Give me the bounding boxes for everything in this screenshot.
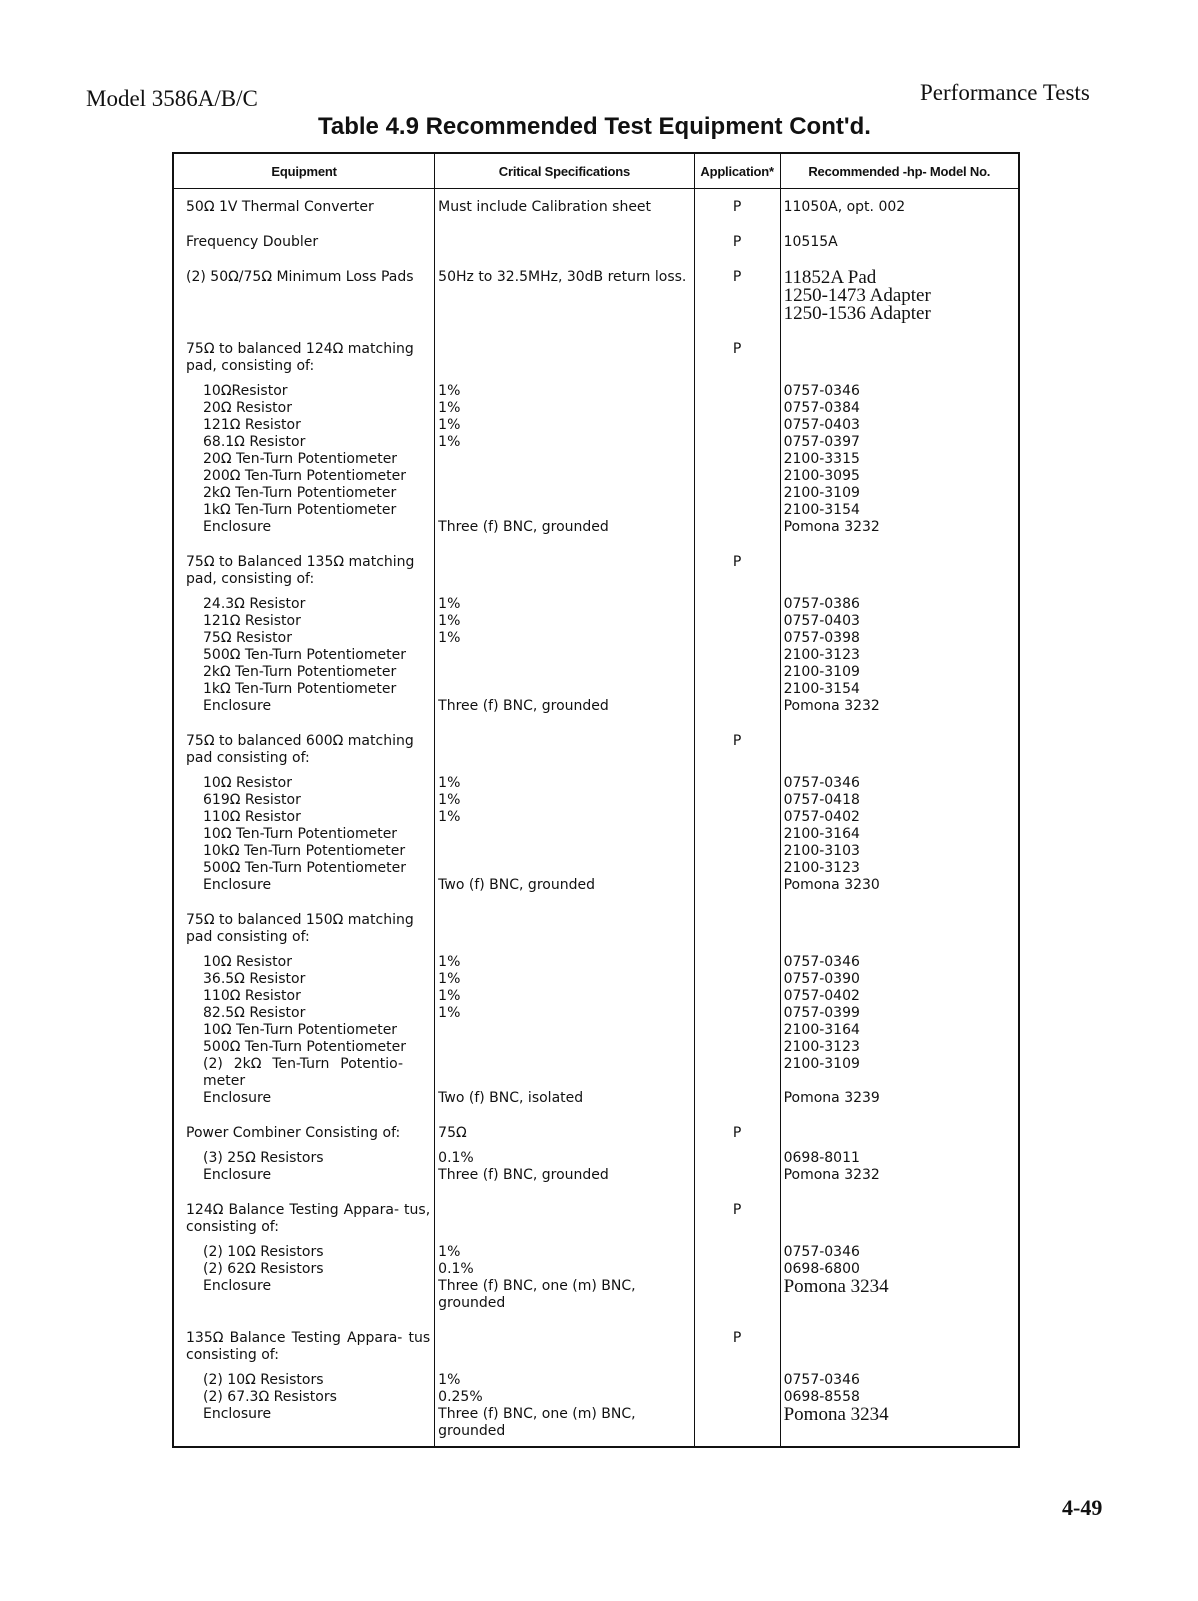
model-number: 0757-0390 (783, 971, 860, 987)
critical-spec: grounded (438, 1423, 506, 1439)
table-row (173, 1330, 1019, 1364)
equipment-name: 75Ω to balanced 124Ω matching pad, consisting of: (186, 341, 414, 374)
model-number: Pomona 3232 (783, 1167, 880, 1183)
component-item: Enclosure (203, 519, 272, 535)
component-item: Enclosure (203, 1278, 272, 1294)
col-header-equipment: Equipment (173, 153, 435, 189)
model-number: 2100-3154 (783, 681, 860, 697)
header-model: Model 3586A/B/C (86, 86, 258, 111)
table-row (173, 1125, 1019, 1142)
table-row (173, 954, 1019, 1107)
critical-spec: 1% (438, 613, 461, 629)
table-row (173, 269, 1019, 323)
model-number: 0698-6800 (783, 1261, 860, 1277)
table-row (173, 1372, 1019, 1447)
component-item: 110Ω Resistor (203, 988, 301, 1004)
component-item: 1kΩ Ten-Turn Potentiometer (203, 681, 397, 697)
application-code: P (732, 341, 742, 357)
component-item: 75Ω Resistor (203, 630, 292, 646)
component-item: Enclosure (203, 877, 272, 893)
table-row (173, 1202, 1019, 1236)
component-item: 82.5Ω Resistor (203, 1005, 306, 1021)
application-code: P (732, 1202, 742, 1218)
component-item: 20Ω Ten-Turn Potentiometer (203, 451, 398, 467)
component-item: 10Ω Resistor (203, 775, 292, 791)
component-item: (2) 2kΩ Ten-Turn Potentio- meter (203, 1056, 403, 1089)
equipment-name: 135Ω Balance Testing Appara- tus consisting of: (186, 1330, 431, 1363)
model-number: 2100-3315 (783, 451, 860, 467)
component-item: 121Ω Resistor (203, 613, 301, 629)
critical-spec: 0.1% (438, 1261, 474, 1277)
critical-spec: Must include Calibration sheet (438, 199, 652, 215)
col-header-application: Application* (694, 153, 780, 189)
application-code: P (732, 1330, 742, 1346)
model-number: 0757-0403 (783, 613, 860, 629)
table-row (173, 733, 1019, 767)
component-item: 36.5Ω Resistor (203, 971, 306, 987)
critical-spec: 1% (438, 434, 461, 450)
model-number: 0698-8011 (783, 1150, 860, 1166)
model-number: Pomona 3234 (783, 1404, 889, 1425)
critical-spec: 0.25% (438, 1389, 483, 1405)
component-item: (3) 25Ω Resistors (203, 1150, 324, 1166)
application-code: P (732, 199, 742, 215)
model-number: 0757-0402 (783, 809, 860, 825)
critical-spec: 1% (438, 954, 461, 970)
critical-spec: Three (f) BNC, grounded (438, 1167, 609, 1183)
critical-spec: Two (f) BNC, isolated (438, 1090, 584, 1106)
component-item: 10Ω Ten-Turn Potentiometer (203, 1022, 398, 1038)
model-number: 0757-0386 (783, 596, 860, 612)
model-number: Pomona 3230 (783, 877, 880, 893)
critical-spec: Three (f) BNC, one (m) BNC, (438, 1406, 636, 1422)
table-row (173, 341, 1019, 375)
table-title: Table 4.9 Recommended Test Equipment Cont'd. (318, 113, 871, 140)
critical-spec: Two (f) BNC, grounded (438, 877, 595, 893)
test-equipment-table (172, 152, 1020, 1448)
model-number: Pomona 3239 (783, 1090, 880, 1106)
model-number: 0757-0346 (783, 383, 860, 399)
model-number: Pomona 3232 (783, 519, 880, 535)
table-row (173, 234, 1019, 251)
col-header-model: Recommended -hp- Model No. (780, 153, 1019, 189)
equipment-name: Power Combiner Consisting of: (186, 1125, 401, 1141)
model-number: 0757-0402 (783, 988, 860, 1004)
col-header-critical: Critical Specifications (435, 153, 694, 189)
component-item: 110Ω Resistor (203, 809, 301, 825)
equipment-name: (2) 50Ω/75Ω Minimum Loss Pads (186, 269, 414, 285)
component-item: (2) 10Ω Resistors (203, 1372, 324, 1388)
component-item: 2kΩ Ten-Turn Potentiometer (203, 485, 397, 501)
component-item: 1kΩ Ten-Turn Potentiometer (203, 502, 397, 518)
table-row (173, 596, 1019, 715)
model-number: 0757-0397 (783, 434, 860, 450)
component-item: (2) 10Ω Resistors (203, 1244, 324, 1260)
critical-spec: 1% (438, 596, 461, 612)
critical-spec: 1% (438, 988, 461, 1004)
model-number: Pomona 3232 (783, 698, 880, 714)
application-code: P (732, 269, 742, 285)
application-code: P (732, 1125, 742, 1141)
equipment-name: 75Ω to balanced 150Ω matching pad consisting of: (186, 912, 414, 945)
table-row (173, 1150, 1019, 1184)
equipment-name: 50Ω 1V Thermal Converter (186, 199, 374, 215)
model-number: 0757-0346 (783, 1244, 860, 1260)
model-number: 2100-3154 (783, 502, 860, 518)
model-number: 0757-0418 (783, 792, 860, 808)
critical-spec: 1% (438, 417, 461, 433)
component-item: 500Ω Ten-Turn Potentiometer (203, 1039, 406, 1055)
component-item: 500Ω Ten-Turn Potentiometer (203, 860, 406, 876)
model-number: 0698-8558 (783, 1389, 860, 1405)
critical-spec: 1% (438, 1372, 461, 1388)
model-number: 0757-0399 (783, 1005, 860, 1021)
critical-spec: 1% (438, 630, 461, 646)
table-row (173, 775, 1019, 894)
model-number: 2100-3095 (783, 468, 860, 484)
equipment-name: 75Ω to Balanced 135Ω matching pad, consisting of: (186, 554, 415, 587)
equipment-name: 124Ω Balance Testing Appara- tus, consisting of: (186, 1202, 431, 1235)
component-item: 200Ω Ten-Turn Potentiometer (203, 468, 406, 484)
model-number: Pomona 3234 (783, 1276, 889, 1297)
model-number: 11852A Pad (783, 267, 877, 288)
critical-spec: 50Hz to 32.5MHz, 30dB return loss. (438, 269, 687, 285)
model-number: 2100-3123 (783, 860, 860, 876)
critical-spec: 1% (438, 971, 461, 987)
component-item: 121Ω Resistor (203, 417, 301, 433)
model-number: 2100-3109 (783, 664, 860, 680)
model-number: 0757-0346 (783, 954, 860, 970)
critical-spec: Three (f) BNC, grounded (438, 698, 609, 714)
table-row (173, 554, 1019, 588)
model-number: 11050A, opt. 002 (783, 199, 906, 215)
component-item: Enclosure (203, 1167, 272, 1183)
component-item: 24.3Ω Resistor (203, 596, 306, 612)
critical-spec: grounded (438, 1295, 506, 1311)
component-item: (2) 67.3Ω Resistors (203, 1389, 337, 1405)
model-number: 2100-3164 (783, 826, 860, 842)
equipment-name: 75Ω to balanced 600Ω matching pad consisting of: (186, 733, 414, 766)
model-number: 1250-1536 Adapter (783, 303, 931, 324)
critical-spec: 1% (438, 1244, 461, 1260)
table-row (173, 189, 1019, 217)
component-item: Enclosure (203, 1406, 272, 1422)
header-section: Performance Tests (920, 80, 1090, 105)
component-item: 68.1Ω Resistor (203, 434, 306, 450)
component-item: 500Ω Ten-Turn Potentiometer (203, 647, 406, 663)
application-code: P (732, 733, 742, 749)
critical-spec: 1% (438, 383, 461, 399)
component-item: 10Ω Ten-Turn Potentiometer (203, 826, 398, 842)
model-number: 2100-3123 (783, 647, 860, 663)
model-number: 0757-0398 (783, 630, 860, 646)
critical-spec: 75Ω (438, 1125, 467, 1141)
component-item: 10kΩ Ten-Turn Potentiometer (203, 843, 406, 859)
component-item: Enclosure (203, 698, 272, 714)
application-code: P (732, 234, 742, 250)
critical-spec: 1% (438, 792, 461, 808)
component-item: 10ΩResistor (203, 383, 288, 399)
model-number: 2100-3123 (783, 1039, 860, 1055)
critical-spec: 1% (438, 400, 461, 416)
model-number: 2100-3164 (783, 1022, 860, 1038)
model-number: 0757-0346 (783, 775, 860, 791)
component-item: (2) 62Ω Resistors (203, 1261, 324, 1277)
component-item: 619Ω Resistor (203, 792, 301, 808)
model-number: 1250-1473 Adapter (783, 285, 931, 306)
critical-spec: 1% (438, 809, 461, 825)
model-number: 0757-0346 (783, 1372, 860, 1388)
component-item: 20Ω Resistor (203, 400, 292, 416)
model-number: 2100-3109 (783, 1056, 860, 1072)
page-number: 4-49 (1062, 1495, 1103, 1520)
critical-spec: Three (f) BNC, one (m) BNC, (438, 1278, 636, 1294)
table-row (173, 383, 1019, 536)
model-number: 10515A (783, 234, 838, 250)
table-header-row (173, 153, 1019, 189)
component-item: 10Ω Resistor (203, 954, 292, 970)
critical-spec: 1% (438, 1005, 461, 1021)
model-number: 2100-3103 (783, 843, 860, 859)
equipment-name: Frequency Doubler (186, 234, 319, 250)
model-number: 2100-3109 (783, 485, 860, 501)
model-number: 0757-0403 (783, 417, 860, 433)
table-row (173, 912, 1019, 946)
critical-spec: 0.1% (438, 1150, 474, 1166)
application-code: P (732, 554, 742, 570)
component-item: 2kΩ Ten-Turn Potentiometer (203, 664, 397, 680)
table-row (173, 1244, 1019, 1312)
model-number: 0757-0384 (783, 400, 860, 416)
critical-spec: 1% (438, 775, 461, 791)
component-item: Enclosure (203, 1090, 272, 1106)
critical-spec: Three (f) BNC, grounded (438, 519, 609, 535)
